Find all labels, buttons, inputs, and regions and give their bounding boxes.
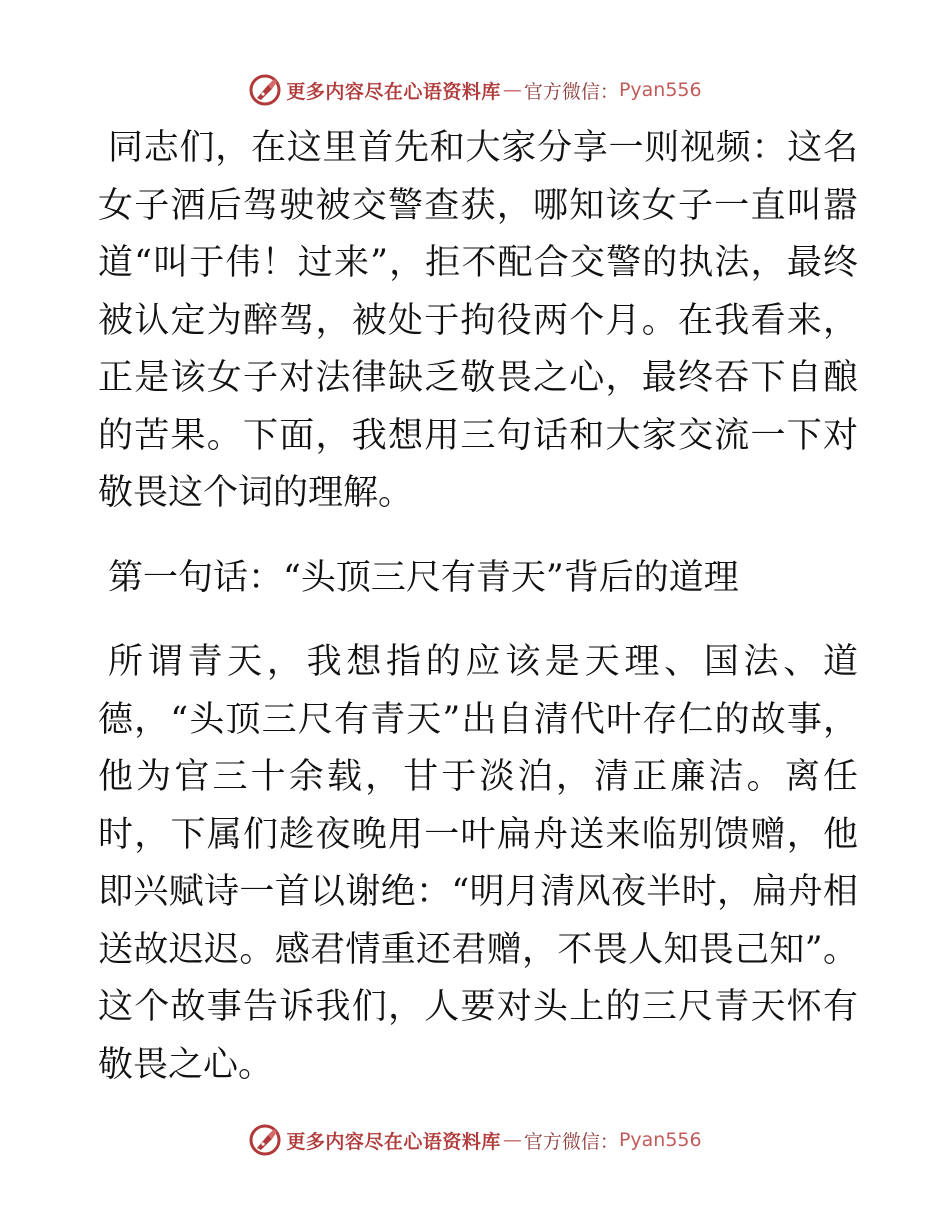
header-banner [0,70,950,110]
paragraph-intro: 同志们，在这里首先和大家分享一则视频：这名女子酒后驾驶被交警查获，哪知该女子一直叫嚣道“叫于伟！过来”，拒不配合交警的执法，最终被认定为醉驾，被处于拘役两个月。在我看来，正是该女子对法律缺乏敬畏之心，最终吞下自酿的苦果。下面，我想用三句话和大家交流一下对敬畏这个词的理解。 [98,128,858,513]
section-heading: 第一句话：“头顶三尺有青天”背后的道理 [108,557,739,598]
banner-wechat-id: Pyan556 [618,79,702,101]
footer-banner [0,1120,950,1160]
banner-wechat-label: 官方微信： [523,80,619,103]
banner-wechat-id: Pyan556 [618,1129,702,1151]
pen-nib-logo-icon [248,73,282,107]
banner-site-text: 更多内容尽在心语资料库 [286,1130,501,1153]
paragraph-body: 所谓青天，我想指的应该是天理、国法、道德，“头顶三尺有青天”出自清代叶存仁的故事，他为官三十余载，甘于淡泊，清正廉洁。离任时，下属们趁夜晚用一叶扁舟送来临别馈赠，他即兴赋诗一首以谢绝：“明月清风夜半时，扁舟相送故迟迟。感君情重还君赠，不畏人知畏己知”。这个故事告诉我们，人要对头上的三尺青天怀有敬畏之心。 [98,642,858,1085]
banner-separator: — [502,1129,522,1151]
banner-wechat-label: 官方微信： [523,1130,619,1153]
document-body [98,120,858,1094]
banner-site-text: 更多内容尽在心语资料库 [286,80,501,103]
pen-nib-logo-icon [248,1123,282,1157]
banner-separator: — [502,79,522,101]
